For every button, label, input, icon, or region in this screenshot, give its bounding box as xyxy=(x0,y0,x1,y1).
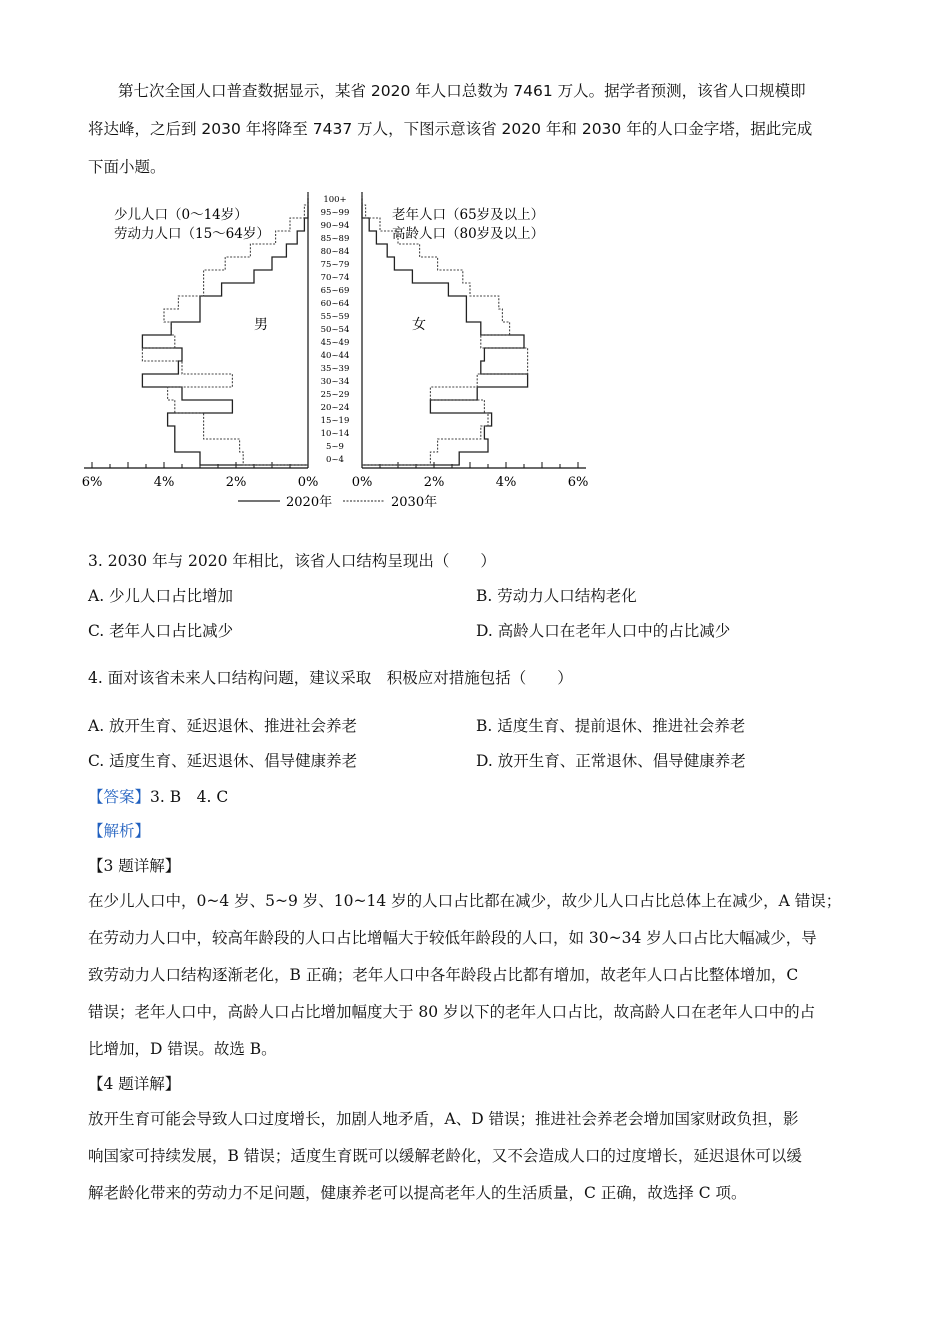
bar-2030-male-0~4 xyxy=(243,452,308,465)
bar-2030-female-95~99 xyxy=(362,205,366,218)
question-4-option-a: A. 放开生育、延迟退休、推进社会养老 xyxy=(88,717,358,735)
age-group-label: 5~9 xyxy=(326,442,344,452)
legend-children: 少儿人口（0～14岁） xyxy=(114,207,248,223)
bar-2030-male-35~39 xyxy=(182,361,308,374)
bar-2030-male-75~79 xyxy=(225,257,308,270)
bar-2030-female-5~9 xyxy=(362,439,438,452)
bar-2030-female-45~49 xyxy=(362,335,481,348)
male-label: 男 xyxy=(254,317,268,333)
bar-2030-male-40~44 xyxy=(142,348,308,361)
bar-2030-male-85~89 xyxy=(276,231,308,244)
age-group-label: 45~49 xyxy=(320,338,350,348)
q4-detail-heading: 【4 题详解】 xyxy=(88,1075,181,1093)
age-group-label: 85~89 xyxy=(320,234,350,244)
age-group-label: 30~34 xyxy=(320,377,350,387)
legend-very-old: 高龄人口（80岁及以上） xyxy=(392,226,545,242)
q3-detail-line-1: 在少儿人口中，0~4 岁、5~9 岁、10~14 岁的人口占比都在减少，故少儿人口占比总体上在减少，A 错误； xyxy=(88,892,842,910)
bar-2030-male-65~69 xyxy=(204,283,308,296)
bar-2030-female-40~44 xyxy=(362,348,528,361)
q3-detail-line-2: 在劳动力人口中，较高年龄段的人口占比增幅大于较低年龄段的人口，如 30~34 岁人口占比大幅减少，导 xyxy=(88,929,817,947)
bar-2030-female-90~94 xyxy=(362,218,380,231)
age-group-label: 25~29 xyxy=(320,390,350,400)
bar-2030-female-25~29 xyxy=(362,387,430,400)
q4-detail-line-3: 解老龄化带来的劳动力不足问题，健康养老可以提高老年人的生活质量，C 正确，故选择 C 项。 xyxy=(88,1184,747,1202)
age-group-label: 15~19 xyxy=(320,416,350,426)
intro-line-2: 将达峰，之后到 2030 年将降至 7437 万人，下图示意该省 2020 年和 2030 年的人口金字塔，据此完成 xyxy=(88,120,813,138)
bar-2030-female-35~39 xyxy=(362,361,528,374)
q3-detail-line-3: 致劳动力人口结构逐渐老化，B 正确；老年人口中各年龄段占比都有增加，故老年人口占比整体增加，C xyxy=(88,966,799,984)
x-tick-label: 2% xyxy=(423,475,445,490)
intro-line-3: 下面小题。 xyxy=(88,158,166,176)
bar-2030-male-70~74 xyxy=(204,270,308,283)
legend-2020-label: 2020年 xyxy=(286,495,333,510)
x-tick-label: 0% xyxy=(297,475,319,490)
age-group-label: 70~74 xyxy=(320,273,350,283)
bar-2030-male-80~84 xyxy=(250,244,308,257)
bar-2030-male-45~49 xyxy=(175,335,308,348)
bar-2030-male-5~9 xyxy=(240,439,308,452)
question-3-option-b: B. 劳动力人口结构老化 xyxy=(476,587,637,605)
question-3-option-a: A. 少儿人口占比增加 xyxy=(88,587,234,605)
bar-2030-female-65~69 xyxy=(362,283,470,296)
bar-2030-female-20~24 xyxy=(362,400,484,413)
bar-2030-male-25~29 xyxy=(168,387,308,400)
question-4-stem: 4. 面对该省未来人口结构问题，建议采取 积极应对措施包括（ ） xyxy=(88,669,573,687)
population-pyramid-chart xyxy=(81,192,600,512)
bar-2030-female-30~34 xyxy=(362,374,477,387)
age-group-label: 100+ xyxy=(323,195,347,205)
bar-2030-male-55~59 xyxy=(164,309,308,322)
age-group-label: 65~69 xyxy=(320,286,350,296)
bar-2030-female-75~79 xyxy=(362,257,438,270)
x-tick-label: 2% xyxy=(225,475,247,490)
bar-2030-male-20~24 xyxy=(175,400,308,413)
bar-2030-female-10~14 xyxy=(362,426,481,439)
age-group-label: 95~99 xyxy=(320,208,350,218)
x-tick-label: 0% xyxy=(351,475,373,490)
q3-detail-line-4: 错误；老年人口中，高龄人口占比增加幅度大于 80 岁以下的老年人口占比，故高龄人口在老年人口中的占 xyxy=(88,1003,816,1021)
age-group-label: 10~14 xyxy=(320,429,350,439)
q3-detail-line-5: 比增加，D 错误。故选 B。 xyxy=(88,1040,277,1058)
bar-2030-female-0~4 xyxy=(362,452,430,465)
age-group-label: 35~39 xyxy=(320,364,350,374)
question-4-option-c: C. 适度生育、延迟退休、倡导健康养老 xyxy=(88,752,358,770)
x-tick-label: 4% xyxy=(153,475,175,490)
bar-2030-male-60~64 xyxy=(178,296,308,309)
age-group-label: 90~94 xyxy=(320,221,350,231)
question-4-option-b: B. 适度生育、提前退休、推进社会养老 xyxy=(476,717,746,735)
bar-2030-female-15~19 xyxy=(362,413,488,426)
legend-2030-label: 2030年 xyxy=(391,495,438,510)
age-group-label: 0~4 xyxy=(326,455,344,465)
question-4-option-d: D. 放开生育、正常退休、倡导健康养老 xyxy=(476,752,746,770)
legend-labor: 劳动力人口（15～64岁） xyxy=(114,226,270,242)
intro-line-1: 第七次全国人口普查数据显示，某省 2020 年人口总数为 7461 万人。据学者预测，该省人口规模即 xyxy=(118,82,806,100)
answer-block xyxy=(88,786,228,808)
bar-2030-female-55~59 xyxy=(362,309,502,322)
x-tick-label: 6% xyxy=(567,475,589,490)
bar-2030-male-50~54 xyxy=(171,322,308,335)
q4-detail-line-1: 放开生育可能会导致人口过度增长，加剧人地矛盾，A、D 错误；推进社会养老会增加国家财政负担，影 xyxy=(88,1110,799,1128)
analysis-tag: 【解析】 xyxy=(88,822,151,840)
age-group-label: 20~24 xyxy=(320,403,350,413)
answer-tag: 【答案】 xyxy=(88,788,151,806)
legend-elderly: 老年人口（65岁及以上） xyxy=(392,207,545,223)
bar-2030-male-30~34 xyxy=(232,374,308,387)
age-group-label: 75~79 xyxy=(320,260,350,270)
bar-2030-male-90~94 xyxy=(290,218,308,231)
age-group-label: 80~84 xyxy=(320,247,350,257)
question-3-option-d: D. 高龄人口在老年人口中的占比减少 xyxy=(476,622,731,640)
female-label: 女 xyxy=(412,317,426,333)
x-tick-label: 4% xyxy=(495,475,517,490)
age-group-label: 40~44 xyxy=(320,351,350,361)
age-group-label: 60~64 xyxy=(320,299,350,309)
bar-2030-female-80~84 xyxy=(362,244,420,257)
bar-2030-female-50~54 xyxy=(362,322,510,335)
answer-text: 3. B 4. C xyxy=(150,788,229,806)
x-tick-label: 6% xyxy=(81,475,103,490)
bar-2030-female-70~74 xyxy=(362,270,463,283)
question-3-stem: 3. 2030 年与 2020 年相比，该省人口结构呈现出（ ） xyxy=(88,552,496,570)
age-group-label: 55~59 xyxy=(320,312,350,322)
bar-2030-female-60~64 xyxy=(362,296,499,309)
bar-2030-male-95~99 xyxy=(304,205,308,218)
bar-2030-male-10~14 xyxy=(204,426,308,439)
q3-detail-heading: 【3 题详解】 xyxy=(88,857,181,875)
bar-2030-male-15~19 xyxy=(204,413,308,426)
age-group-label: 50~54 xyxy=(320,325,350,335)
question-3-option-c: C. 老年人口占比减少 xyxy=(88,622,234,640)
q4-detail-line-2: 响国家可持续发展，B 错误；适度生育既可以缓解老龄化，又不会造成人口的过度增长，延迟退休可以缓 xyxy=(88,1147,802,1165)
